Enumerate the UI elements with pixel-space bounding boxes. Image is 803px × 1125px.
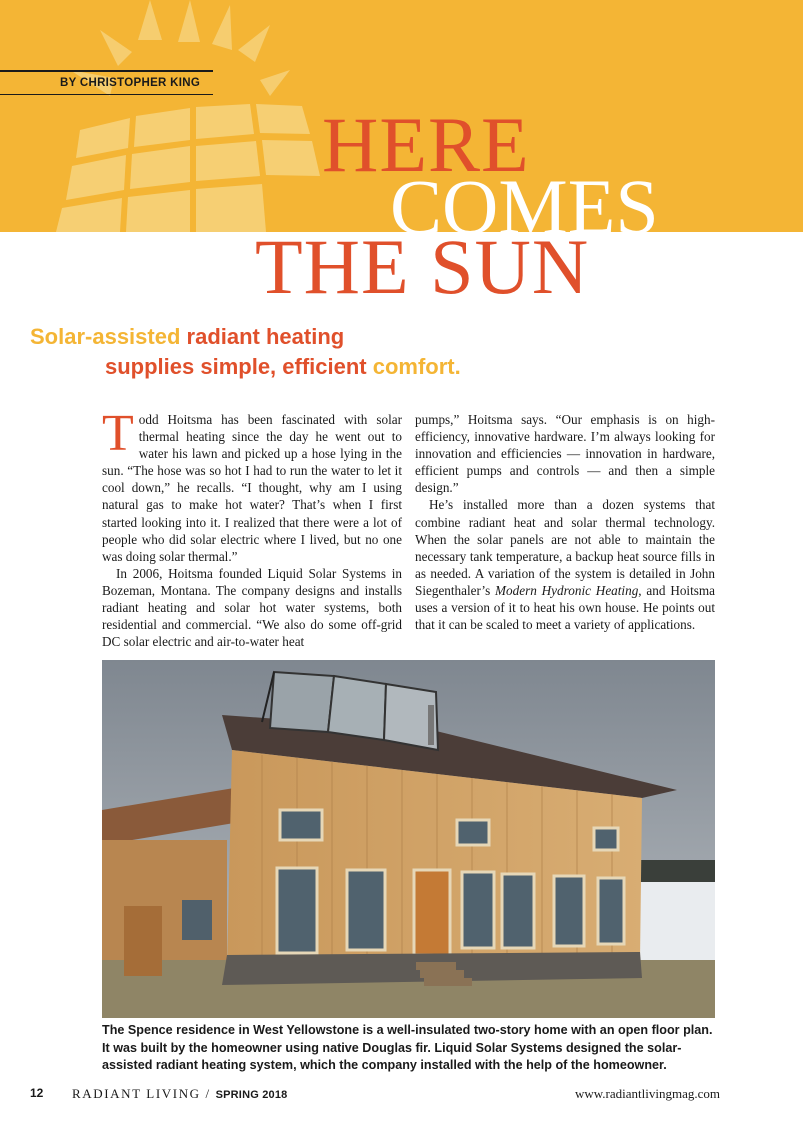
page-number: 12 (30, 1086, 44, 1100)
byline: BY CHRISTOPHER KING (60, 77, 201, 89)
byline-rule (0, 70, 213, 72)
paragraph-continued: pumps,” Hoitsma says. “Our emphasis is on high-efficiency, innovative hardware. I’m always looking for innovation and efficiencies — innovation in hardware, efficient pumps and controls — and then a simple design.” (415, 412, 715, 496)
byline-rule-bottom (0, 94, 213, 95)
article-column-1 (102, 405, 402, 650)
house-photo (102, 660, 715, 1018)
magazine-name: RADIANT LIVING / SPRING 2018 (72, 1086, 288, 1101)
paragraph-2006: In 2006, Hoitsma founded Liquid Solar Systems in Bozeman, Montana. The company designs and installs radiant heating and solar hot water systems, both residential and commercial. “We also do some off-grid DC solar electric and air-to-water heat (102, 565, 402, 650)
website-url[interactable]: www.radiantlivingmag.com (574, 1086, 720, 1101)
subtitle (30, 322, 461, 382)
subtitle-part-4: comfort. (372, 354, 461, 379)
title-line-3: THE SUN (255, 223, 590, 310)
book-title: Modern Hydronic Heating (495, 582, 639, 598)
title-line-2: COMES (390, 163, 659, 250)
page-footer (30, 1086, 720, 1104)
drop-cap: T (102, 405, 134, 462)
subtitle-part-3: supplies simple, efficient (105, 354, 373, 379)
paragraph-intro: Todd Hoitsma has been fascinated with solar thermal heating since the day he went out to water his lawn and picked up a hose lying in the sun. “The hose was so hot I had to run the water to let it cool down,” he recalls. “I thought, why am I using natural gas to make hot water? That’s when I first started looking into it. I realized that there were a lot of people who did solar electric where I lived, but no one was doing solar thermal.” (102, 405, 402, 564)
photo-caption: The Spence residence in West Yellowstone is a well-insulated two-story home with an open floor plan. It was built by the homeowner using native Douglas fir. Liquid Solar Systems designed the solar-assisted radiant heating system, which the company installed with the help of the homeowner. (102, 1023, 713, 1072)
issue-date: SPRING 2018 (215, 1089, 288, 1101)
paragraph-systems: He’s installed more than a dozen systems that combine radiant heat and solar thermal technology. When the solar panels are not able to maintain the necessary tank temperature, a backup heat source fills in as needed. A variation of the system is detailed in John Siegenthaler’s Modern Hydronic Heating, and Hoitsma uses a version of it to heat his own house. He points out that it can be scaled to meet a variety of applications. (415, 497, 716, 633)
sun-graphic (40, 0, 320, 232)
subtitle-part-2: radiant heating (186, 324, 345, 349)
subtitle-part-1: Solar-assisted (30, 324, 187, 349)
article-column-2 (415, 411, 715, 633)
title-line-1: HERE (322, 101, 530, 188)
